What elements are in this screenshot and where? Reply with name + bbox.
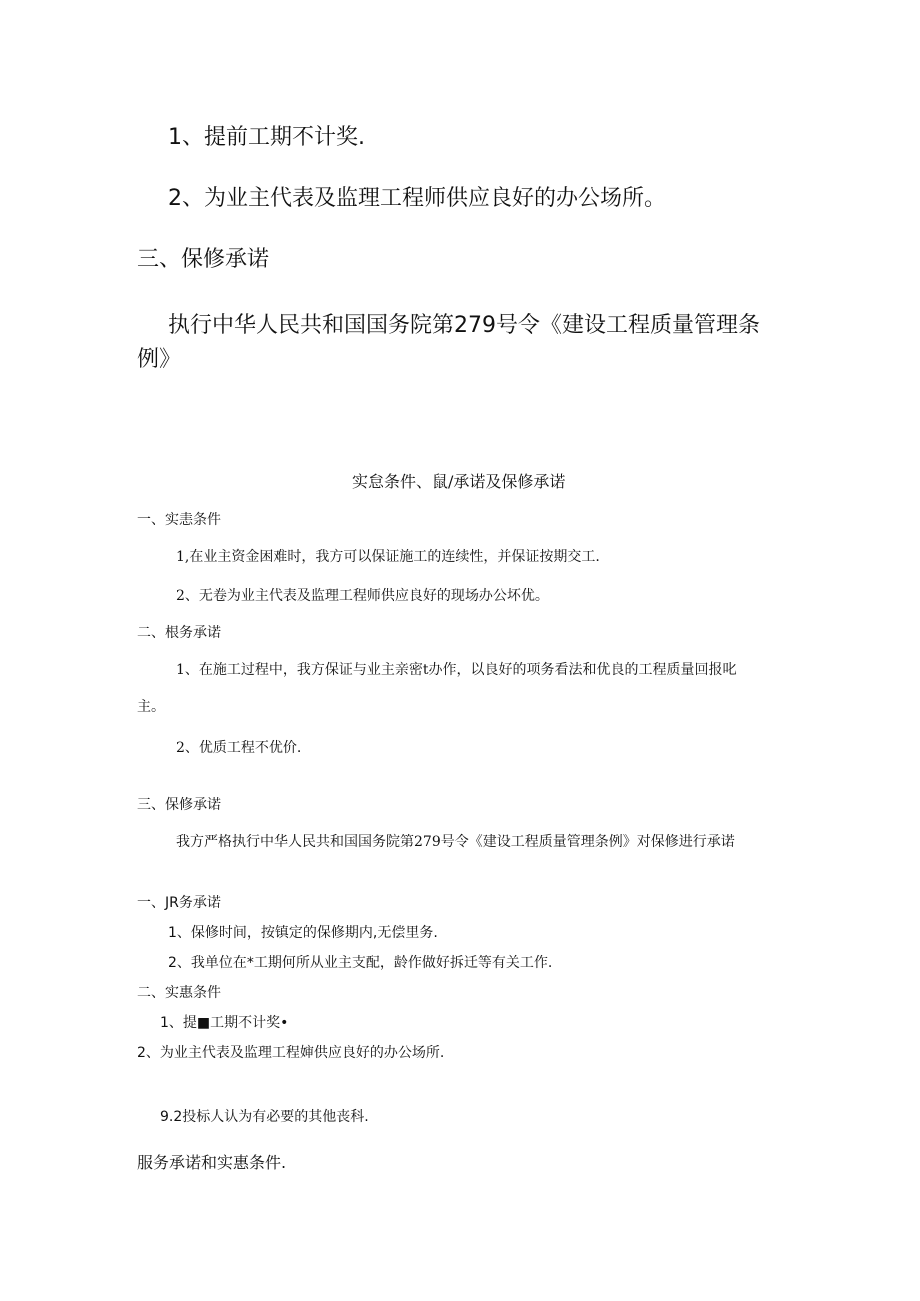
lower-item-1-2: 2、我单位在*工期何所从业主支配，龄作做好拆迁等有关工作.	[168, 955, 553, 971]
scan-section-2-heading: 二、根务承诺	[137, 625, 221, 641]
upper-item-1: 1、提前工期不计奖.	[168, 125, 365, 150]
lower-heading-2: 二、实惠条件	[137, 985, 221, 1001]
scan-section-2-item-1-line-2: 主。	[137, 699, 165, 715]
lower-note: 9.2投标人认为有必要的其他丧科.	[160, 1109, 369, 1125]
footer-text: 服务承诺和实惠条件.	[137, 1153, 287, 1172]
upper-heading-3: 三、保修承诺	[137, 247, 270, 272]
scan-section-1-heading: 一、实恚条件	[137, 512, 221, 528]
scan-section-2-item-2: 2、优质工程不优价.	[176, 740, 302, 756]
lower-item-2-2: 2、为业主代表及监理工程婶供应良好的办公场所.	[137, 1045, 445, 1061]
lower-item-1-1: 1、保修时间，按镇定的保修期内,无偿里务.	[168, 925, 438, 941]
upper-paragraph-line-1: 执行中华人民共和国国务院第279号令《建设工程质量管理条	[168, 313, 760, 338]
scan-section-1-item-2: 2、无卷为业主代表及监理工程师供应良好的现场办公坏优。	[176, 588, 549, 604]
upper-paragraph-line-2: 例》	[137, 347, 182, 372]
scan-section-2-item-1-line-1: 1、在施工过程中，我方保证与业主亲密t办作，以良好的项务看法和优良的工程质量回报叱	[176, 662, 737, 678]
scan-section-3-paragraph: 我方严格执行中华人民共和国国务院第279号令《建设工程质量管理条例》对保修进行承诺	[176, 834, 735, 850]
lower-heading-1: 一、JR务承诺	[137, 895, 221, 911]
upper-item-2: 2、为业主代表及监理工程师供应良好的办公场所。	[168, 186, 666, 211]
scan-title: 实怠条件、鼠/承诺及保修承诺	[352, 472, 566, 491]
scan-section-1-item-1: 1,在业主资金困难时，我方可以保证施工的连续性，并保证按期交工.	[176, 549, 600, 565]
scan-section-3-heading: 三、保修承诺	[137, 797, 221, 813]
lower-item-2-1: 1、提■工期不计奖•	[160, 1015, 289, 1031]
